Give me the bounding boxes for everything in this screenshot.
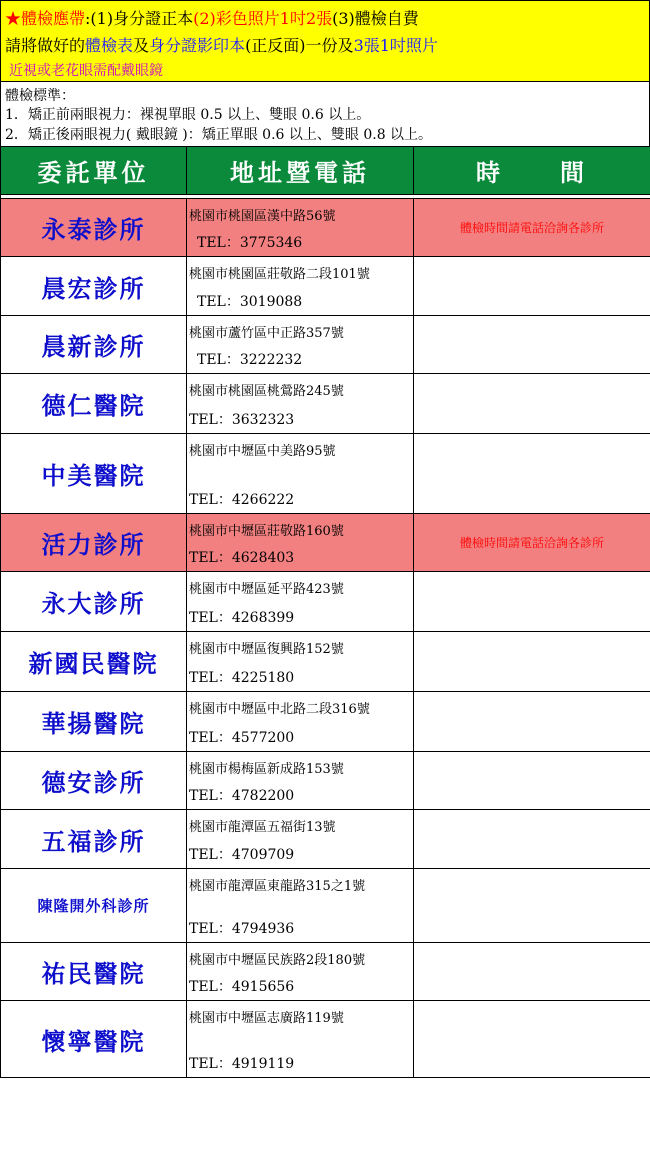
clinic-phone: TEL：4628403 — [189, 550, 295, 566]
notice-line-1 — [5, 6, 419, 29]
table-row — [1, 257, 650, 316]
clinic-time — [414, 1001, 650, 1078]
clinic-time — [414, 572, 650, 632]
clinic-address: 桃園市蘆竹區中正路357號 — [189, 326, 344, 341]
clinic-address-cell — [187, 316, 414, 374]
standard-item-2: 2．矯正後兩眼視力( 戴眼鏡 )：矯正單眼 0.6 以上、雙眼 0.8 以上。 — [5, 127, 433, 143]
clinic-address-cell — [187, 632, 414, 692]
clinic-time — [414, 374, 650, 434]
notice-text: (正反面)一份及 — [245, 36, 354, 55]
header-time: 時 間 — [414, 147, 650, 195]
table-row — [1, 869, 650, 943]
clinic-time — [414, 810, 650, 869]
clinic-phone: TEL：4782200 — [189, 788, 295, 804]
clinic-time: 體檢時間請電話洽詢各診所 — [414, 199, 650, 257]
notice-id-copy: 身分證影印本 — [149, 36, 246, 55]
clinic-time — [414, 316, 650, 374]
clinic-phone: TEL：4919119 — [189, 1056, 295, 1072]
clinic-address: 桃園市中壢區延平路423號 — [189, 582, 344, 597]
clinic-name: 活力診所 — [1, 514, 187, 572]
clinic-address: 桃園市中壢區志廣路119號 — [189, 1011, 344, 1026]
clinic-address-cell — [187, 374, 414, 434]
clinic-phone: TEL：4266222 — [189, 492, 295, 508]
clinic-address-cell — [187, 692, 414, 752]
clinic-time — [414, 869, 650, 943]
clinic-phone: TEL：3222232 — [197, 352, 303, 368]
clinic-phone: TEL：3019088 — [197, 294, 303, 310]
notice-text: 及 — [133, 36, 150, 55]
clinic-time — [414, 752, 650, 810]
table-row — [1, 810, 650, 869]
clinic-name: 祐民醫院 — [1, 943, 187, 1001]
clinic-address-cell — [187, 943, 414, 1001]
clinic-address-cell — [187, 1001, 414, 1078]
clinic-phone: TEL：4794936 — [189, 921, 295, 937]
clinic-name: 晨宏診所 — [1, 257, 187, 316]
header-unit: 委託單位 — [1, 147, 187, 195]
notice-photos: 3張1吋照片 — [353, 36, 438, 55]
clinic-name: 新國民醫院 — [1, 632, 187, 692]
clinic-time — [414, 257, 650, 316]
clinic-address-cell — [187, 434, 414, 514]
table-row — [1, 752, 650, 810]
header-address: 地址暨電話 — [187, 147, 414, 195]
clinic-address: 桃園市中壢區莊敬路160號 — [189, 524, 344, 539]
notice-line-2 — [5, 33, 438, 56]
clinic-name: 晨新診所 — [1, 316, 187, 374]
clinic-phone: TEL：3632323 — [189, 412, 295, 428]
vision-standard — [0, 82, 650, 146]
clinic-name: 德仁醫院 — [1, 374, 187, 434]
clinic-name: 懷寧醫院 — [1, 1001, 187, 1078]
clinic-phone: TEL：4577200 — [189, 730, 295, 746]
clinic-address: 桃園市桃園區桃鶯路245號 — [189, 384, 344, 399]
clinic-name: 五福診所 — [1, 810, 187, 869]
standard-item-1: 1．矯正前兩眼視力：裸視單眼 0.5 以上、雙眼 0.6 以上。 — [5, 107, 371, 123]
clinic-time: 體檢時間請電話洽詢各診所 — [414, 514, 650, 572]
clinic-time — [414, 692, 650, 752]
notice-required-label: 體檢應帶 — [21, 9, 86, 28]
notice-form: 體檢表 — [85, 36, 134, 55]
clinic-address: 桃園市中壢區民族路2段180號 — [189, 953, 366, 968]
clinic-address: 桃園市龍潭區東龍路315之1號 — [189, 879, 366, 894]
table-header — [1, 147, 650, 195]
clinic-address: 桃園市中壢區中北路二段316號 — [189, 702, 370, 717]
table-row — [1, 632, 650, 692]
table-row — [1, 572, 650, 632]
clinic-name: 陳隆開外科診所 — [1, 869, 187, 943]
clinic-name: 德安診所 — [1, 752, 187, 810]
clinic-address-cell — [187, 752, 414, 810]
clinic-address-cell — [187, 810, 414, 869]
clinic-address: 桃園市龍潭區五福街13號 — [189, 820, 336, 835]
table-row — [1, 514, 650, 572]
clinic-phone: TEL：4915656 — [189, 979, 295, 995]
clinic-name: 永大診所 — [1, 572, 187, 632]
clinic-name: 永泰診所 — [1, 199, 187, 257]
clinic-name: 中美醫院 — [1, 434, 187, 514]
clinic-address: 桃園市桃園區莊敬路二段101號 — [189, 267, 370, 282]
notice-text: 請將做好的 — [5, 36, 86, 55]
clinic-address-cell — [187, 514, 414, 572]
clinic-phone: TEL：4709709 — [189, 847, 295, 863]
table-row — [1, 374, 650, 434]
standard-title: 體檢標準： — [5, 88, 75, 104]
clinic-time — [414, 943, 650, 1001]
clinic-address: 桃園市中壢區復興路152號 — [189, 642, 344, 657]
clinic-address: 桃園市中壢區中美路95號 — [189, 444, 336, 459]
table-row — [1, 943, 650, 1001]
notice-item-fee: (3)體檢自費 — [332, 9, 419, 28]
clinic-table — [0, 146, 650, 1078]
clinic-address-cell — [187, 199, 414, 257]
clinic-address-cell — [187, 257, 414, 316]
star-icon: ★ — [5, 9, 22, 28]
clinic-address: 桃園市桃園區漢中路56號 — [189, 209, 336, 224]
notice-item-photo: (2)彩色照片1吋2張 — [193, 9, 333, 28]
table-row — [1, 692, 650, 752]
table-row — [1, 1001, 650, 1078]
clinic-address-cell — [187, 869, 414, 943]
clinic-phone: TEL：3775346 — [197, 235, 303, 251]
table-row — [1, 434, 650, 514]
notice-item-id: :(1)身分證正本 — [85, 9, 194, 28]
notice-glasses: 近視或老花眼需配戴眼鏡 — [9, 63, 163, 79]
clinic-address-cell — [187, 572, 414, 632]
notice-box — [0, 0, 650, 82]
table-row — [1, 316, 650, 374]
clinic-name: 華揚醫院 — [1, 692, 187, 752]
clinic-address: 桃園市楊梅區新成路153號 — [189, 762, 344, 777]
clinic-phone: TEL：4268399 — [189, 610, 295, 626]
clinic-time — [414, 434, 650, 514]
table-row — [1, 199, 650, 257]
clinic-phone: TEL：4225180 — [189, 670, 295, 686]
clinic-time — [414, 632, 650, 692]
